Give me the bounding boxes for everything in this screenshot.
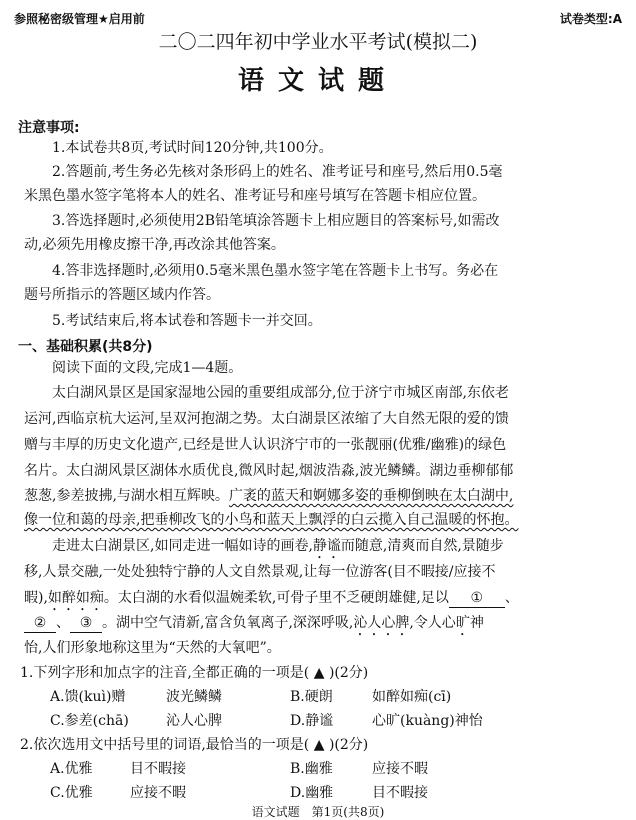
option-a-word: 波光鳞鳞 xyxy=(166,689,222,705)
passage-line: 赠与丰厚的历史文化遗产,已经是世人认识济宁市的一张靓丽(优雅/幽雅)的绿色 xyxy=(24,437,507,453)
passage-line: 移,人景交融,一处处独特宁静的人文自然景观,让每一位游客(目不暇接/应接不 xyxy=(24,564,496,580)
option-c-word: 沁人心脾 xyxy=(166,713,222,729)
confidential-label: 参照秘密级管理★启用前 xyxy=(14,12,145,26)
passage-text: 神 xyxy=(469,615,484,631)
notice-item: 米黑色墨水签字笔将本人的姓名、准考证号和座号填写在答题卡相应位置。 xyxy=(24,188,486,204)
option-b xyxy=(290,758,333,778)
section-heading: 一、基础积累(共8分) xyxy=(18,339,153,355)
dotted-word: 静谧 xyxy=(312,538,341,554)
option-text: 参差(chā) xyxy=(64,713,129,729)
option-c-word: 应接不暇 xyxy=(130,785,186,801)
option-letter: A. xyxy=(50,761,65,777)
passage-text: 而随意,清爽而自然,景随步 xyxy=(340,538,504,554)
notice-item: 4.答非选择题时,必须用0.5毫米黑色墨水签字笔在答题卡上书写。务必在 xyxy=(52,263,499,279)
option-c xyxy=(50,782,93,802)
passage-line xyxy=(24,614,614,639)
option-text: 幽雅 xyxy=(305,785,334,801)
question-text: 2.依次选用文中括号里的词语,最恰当的一项是( xyxy=(20,737,310,753)
option-letter: B. xyxy=(290,761,305,777)
option-text: 静谧 xyxy=(305,713,334,729)
fill-blank-3: ③ xyxy=(70,614,102,633)
option-a xyxy=(50,686,125,706)
passage-text: 。太白湖的水看似温婉柔软,可骨子里不乏硬朗雄健,足以 xyxy=(103,590,449,606)
option-letter: D. xyxy=(290,713,306,729)
question-text: 1.下列字形和加点字的注音,全都正确的一项是( xyxy=(20,665,310,681)
option-text: 幽雅 xyxy=(304,761,333,777)
wavy-underlined-sentence: 像一位和蔼的母亲,把垂柳改飞的小鸟和蓝天上飘浮的白云揽入自己温暖的怀抱。 xyxy=(24,512,519,528)
notice-item: 动,必须先用橡皮擦干净,再改涂其他答案。 xyxy=(24,237,285,253)
notice-item: 2.答题前,考生务必先核对条形码上的姓名、准考证号和座号,然后用0.5毫 xyxy=(52,164,503,180)
option-c xyxy=(50,710,129,730)
option-letter: D. xyxy=(290,785,306,801)
subject-title: 语文试题 xyxy=(237,66,398,96)
option-text: 优雅 xyxy=(64,761,93,777)
answer-mark: ▲ xyxy=(313,665,325,681)
option-b-word: 应接不暇 xyxy=(372,761,428,777)
option-letter: A. xyxy=(50,689,65,705)
passage-text: 葱葱,参差披拂,与湖水相互辉映。 xyxy=(24,488,229,504)
option-d-word: 心旷(kuàng)神怡 xyxy=(372,713,483,729)
page-footer: 语文试题 第1页(共8页) xyxy=(251,805,385,819)
passage-line xyxy=(24,487,614,505)
paper-type-label: 试卷类型:A xyxy=(559,12,622,26)
passage-line: 名片。太白湖风景区湖体水质优良,微风时起,烟波浩淼,波光鳞鳞。湖边垂柳郁郁 xyxy=(24,463,514,479)
passage-line: 太白湖风景区是国家湿地公园的重要组成部分,位于济宁市城区南部,东依老 xyxy=(52,385,509,401)
option-d xyxy=(290,710,333,730)
question-score: )(2分) xyxy=(328,737,369,753)
question-score: )(2分) xyxy=(328,665,369,681)
answer-mark: ▲ xyxy=(313,737,325,753)
option-b xyxy=(290,686,333,706)
passage-line xyxy=(24,589,614,614)
option-d-word: 目不暇接 xyxy=(372,785,428,801)
fill-blank-1: ① xyxy=(449,589,505,608)
option-d xyxy=(290,782,333,802)
option-text: 优雅 xyxy=(64,785,93,801)
passage-text: ,令人心 xyxy=(409,615,456,631)
passage-line: 运河,西临京杭大运河,呈双河抱湖之势。太白湖景区浓缩了大自然无限的爱的馈 xyxy=(24,411,509,427)
option-b-word: 如醉如痴(cī) xyxy=(372,689,452,705)
passage-text: 暇), xyxy=(24,590,48,606)
dotted-word: 旷 xyxy=(455,615,470,631)
passage-text: 、 xyxy=(56,615,70,631)
notice-item: 5.考试结束后,将本试卷和答题卡一并交回。 xyxy=(52,313,322,329)
notice-item: 3.答选择题时,必须使用2B铅笔填涂答题卡上相应题目的答案标号,如需改 xyxy=(52,213,500,229)
question-2-stem xyxy=(20,734,368,754)
option-letter: C. xyxy=(50,713,65,729)
option-letter: C. xyxy=(50,785,65,801)
notice-item: 1.本试卷共8页,考试时间120分钟,共100分。 xyxy=(52,140,333,156)
dotted-word: 如醉如痴 xyxy=(47,590,104,606)
question-1-stem xyxy=(20,662,368,682)
notice-item: 题号所指示的答题区域内作答。 xyxy=(24,287,220,303)
option-a-word: 目不暇接 xyxy=(130,761,186,777)
fill-blank-2: ② xyxy=(24,614,56,633)
passage-text: 。湖中空气清新,富含负氧离子,深深呼吸, xyxy=(102,615,354,631)
wavy-underlined-sentence: 广袤的蓝天和婀娜多姿的垂柳倒映在太白湖中, xyxy=(228,488,514,504)
dotted-word: 沁人心脾 xyxy=(353,615,410,631)
option-text: 馈(kuì)赠 xyxy=(64,689,126,705)
section-instruction: 阅读下面的文段,完成1—4题。 xyxy=(52,360,243,376)
passage-text: 、 xyxy=(504,590,519,606)
notice-title: 注意事项: xyxy=(18,120,80,136)
option-text: 硬朗 xyxy=(304,689,333,705)
passage-line: 怡,人们形象地称这里为“天然的大氧吧”。 xyxy=(24,640,281,656)
passage-text: 走进太白湖景区,如同走进一幅如诗的画卷, xyxy=(52,538,313,554)
exam-title: 二〇二四年初中学业水平考试(模拟二) xyxy=(158,31,478,53)
option-letter: B. xyxy=(290,689,305,705)
option-a xyxy=(50,758,93,778)
passage-line xyxy=(52,537,614,562)
passage-line xyxy=(24,511,614,529)
